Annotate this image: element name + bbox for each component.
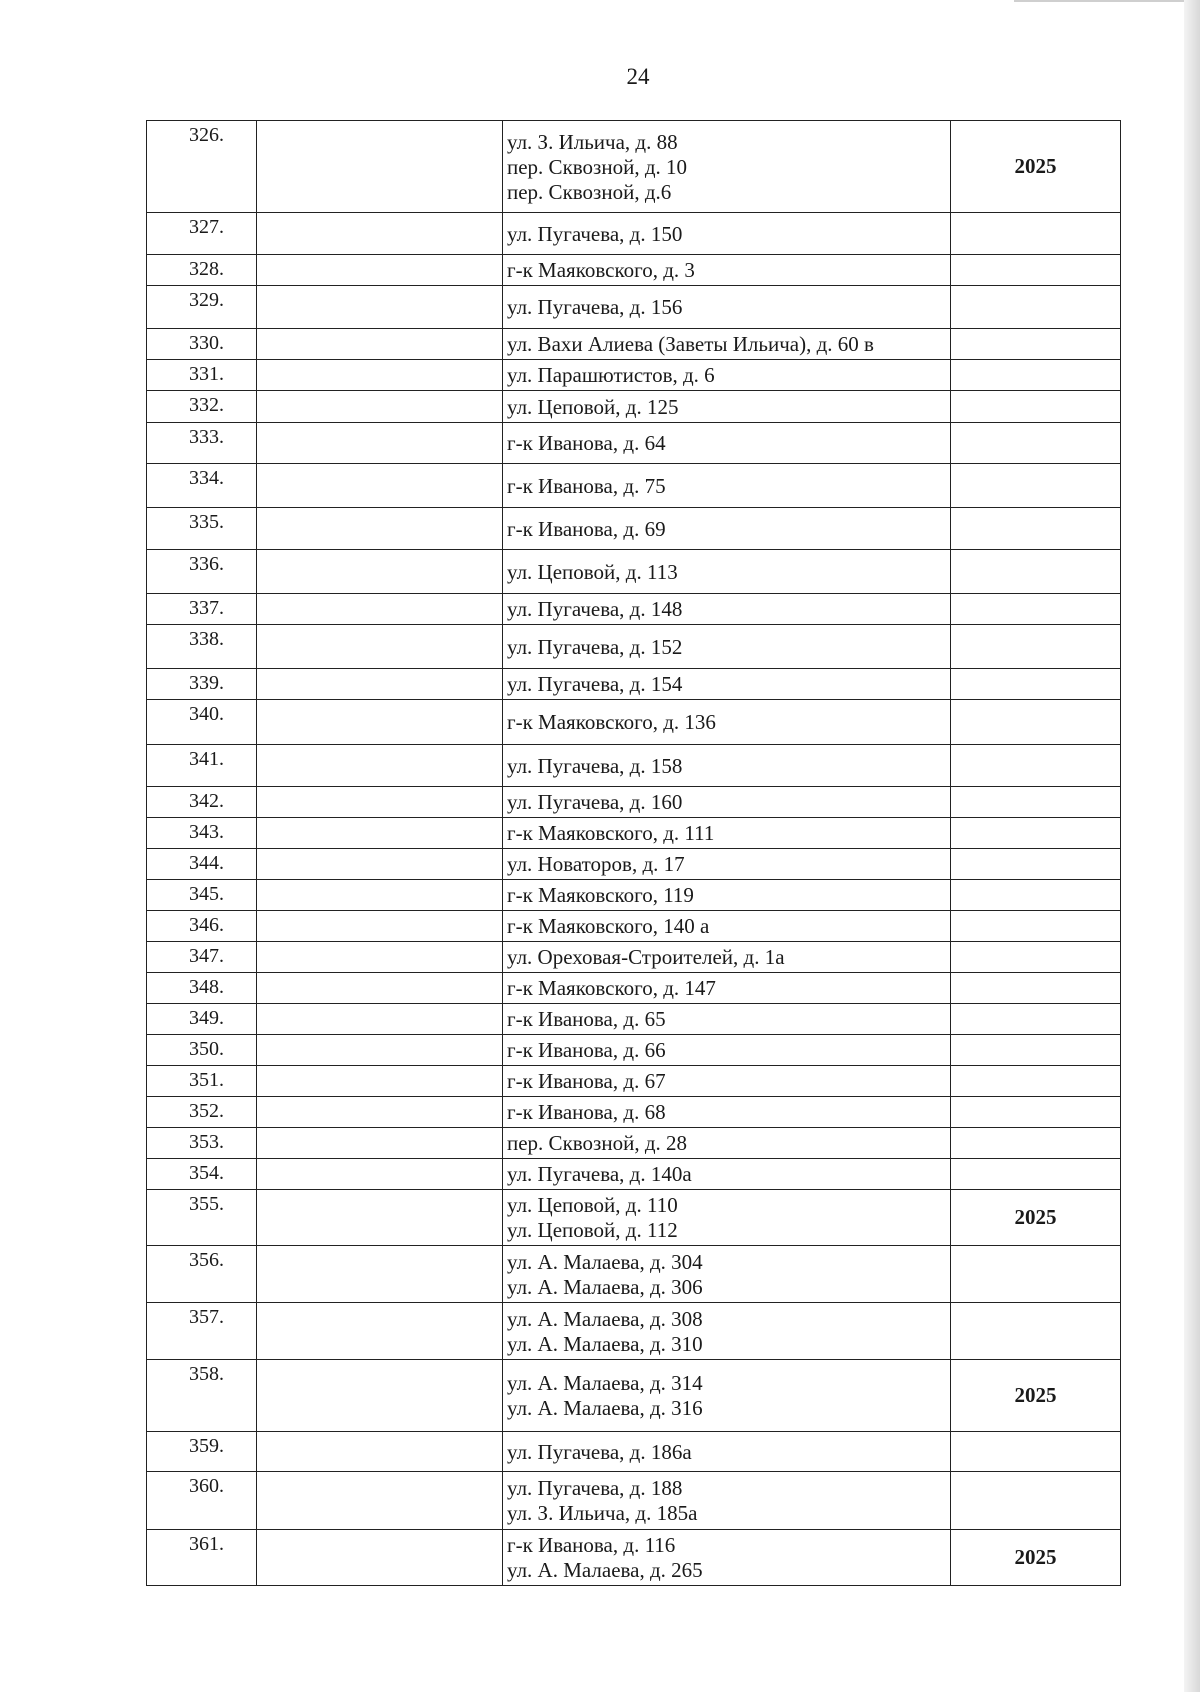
row-number: 361. <box>147 1530 257 1586</box>
address-cell <box>503 1303 951 1360</box>
year-cell <box>951 329 1121 360</box>
year-cell <box>951 1097 1121 1128</box>
empty-cell <box>257 911 503 942</box>
table-row <box>147 669 1121 700</box>
address-line: ул. Пугачева, д. 156 <box>507 295 683 319</box>
empty-cell <box>257 942 503 973</box>
row-number: 335. <box>147 508 257 550</box>
empty-cell <box>257 391 503 423</box>
year-cell <box>951 213 1121 255</box>
scan-corner-line <box>1014 0 1184 2</box>
table-row <box>147 1097 1121 1128</box>
empty-cell <box>257 255 503 286</box>
address-cell <box>503 973 951 1004</box>
address-cell <box>503 213 951 255</box>
row-number: 343. <box>147 818 257 849</box>
empty-cell <box>257 1303 503 1360</box>
table-row <box>147 1004 1121 1035</box>
empty-cell <box>257 213 503 255</box>
table-row <box>147 121 1121 213</box>
table-row <box>147 1303 1121 1360</box>
row-number: 354. <box>147 1159 257 1190</box>
table-row <box>147 849 1121 880</box>
address-line: ул. Пугачева, д. 188 <box>507 1476 683 1500</box>
year-cell <box>951 594 1121 625</box>
address-line: ул. Парашютистов, д. 6 <box>507 363 715 387</box>
table-row <box>147 745 1121 787</box>
empty-cell <box>257 669 503 700</box>
address-cell <box>503 594 951 625</box>
row-number: 349. <box>147 1004 257 1035</box>
address-line: г-к Маяковского, д. 147 <box>507 976 716 1000</box>
row-number: 348. <box>147 973 257 1004</box>
table-row <box>147 1159 1121 1190</box>
address-line: ул. Ореховая-Строителей, д. 1а <box>507 945 785 969</box>
address-cell <box>503 550 951 594</box>
address-line: ул. Цеповой, д. 110 <box>507 1193 678 1217</box>
row-number: 360. <box>147 1472 257 1530</box>
table-row <box>147 700 1121 745</box>
address-line: пер. Сквозной, д.6 <box>507 179 672 204</box>
address-cell <box>503 787 951 818</box>
year-cell <box>951 508 1121 550</box>
address-line: г-к Иванова, д. 65 <box>507 1007 666 1031</box>
table-row <box>147 787 1121 818</box>
address-line: ул. Пугачева, д. 160 <box>507 790 683 814</box>
address-line: ул. Вахи Алиева (Заветы Ильича), д. 60 в <box>507 332 874 356</box>
address-line: г-к Маяковского, д. 3 <box>507 258 695 282</box>
empty-cell <box>257 1246 503 1303</box>
row-number: 334. <box>147 464 257 508</box>
row-number: 333. <box>147 423 257 464</box>
address-cell <box>503 745 951 787</box>
table-body <box>147 121 1121 1586</box>
row-number: 329. <box>147 286 257 329</box>
year-cell <box>951 550 1121 594</box>
row-number: 327. <box>147 213 257 255</box>
address-cell <box>503 1066 951 1097</box>
address-line: г-к Иванова, д. 69 <box>507 516 666 541</box>
empty-cell <box>257 1128 503 1159</box>
address-line: г-к Иванова, д. 67 <box>507 1069 666 1093</box>
empty-cell <box>257 880 503 911</box>
address-line: г-к Маяковского, 140 а <box>507 914 710 938</box>
address-table-container <box>146 120 1120 1586</box>
row-number: 328. <box>147 255 257 286</box>
address-cell <box>503 818 951 849</box>
table-row <box>147 391 1121 423</box>
address-cell <box>503 464 951 508</box>
table-row <box>147 423 1121 464</box>
empty-cell <box>257 121 503 213</box>
address-cell <box>503 329 951 360</box>
address-line: ул. Пугачева, д. 186а <box>507 1439 692 1464</box>
empty-cell <box>257 360 503 391</box>
address-line: г-к Маяковского, д. 136 <box>507 710 716 734</box>
year-cell <box>951 942 1121 973</box>
empty-cell <box>257 625 503 669</box>
row-number: 326. <box>147 121 257 213</box>
address-line: ул. Цеповой, д. 113 <box>507 559 678 584</box>
year-cell <box>951 787 1121 818</box>
address-line: ул. Пугачева, д. 140а <box>507 1162 692 1186</box>
year-cell <box>951 391 1121 423</box>
address-line: ул. Цеповой, д. 112 <box>507 1218 678 1242</box>
table-row <box>147 329 1121 360</box>
year-cell <box>951 1246 1121 1303</box>
table-row <box>147 880 1121 911</box>
year-cell: 2025 <box>951 1530 1121 1586</box>
address-cell <box>503 121 951 213</box>
address-cell <box>503 1159 951 1190</box>
address-line: ул. Пугачева, д. 150 <box>507 221 683 246</box>
empty-cell <box>257 464 503 508</box>
row-number: 338. <box>147 625 257 669</box>
empty-cell <box>257 286 503 329</box>
empty-cell <box>257 849 503 880</box>
table-row <box>147 464 1121 508</box>
address-cell <box>503 911 951 942</box>
empty-cell <box>257 700 503 745</box>
table-row <box>147 286 1121 329</box>
address-cell <box>503 669 951 700</box>
address-cell <box>503 625 951 669</box>
year-cell <box>951 1472 1121 1530</box>
address-line: г-к Иванова, д. 116 <box>507 1533 676 1557</box>
address-cell <box>503 1035 951 1066</box>
row-number: 352. <box>147 1097 257 1128</box>
address-line: ул. А. Малаева, д. 265 <box>507 1558 703 1582</box>
year-cell <box>951 880 1121 911</box>
table-row <box>147 911 1121 942</box>
empty-cell <box>257 1432 503 1472</box>
year-cell: 2025 <box>951 121 1121 213</box>
empty-cell <box>257 1472 503 1530</box>
row-number: 337. <box>147 594 257 625</box>
row-number: 342. <box>147 787 257 818</box>
address-cell <box>503 255 951 286</box>
year-cell <box>951 700 1121 745</box>
address-line: г-к Иванова, д. 64 <box>507 431 666 455</box>
address-cell <box>503 1246 951 1303</box>
address-cell <box>503 1472 951 1530</box>
empty-cell <box>257 745 503 787</box>
row-number: 350. <box>147 1035 257 1066</box>
empty-cell <box>257 1066 503 1097</box>
address-line: ул. А. Малаева, д. 314 <box>507 1371 703 1395</box>
table-row <box>147 1432 1121 1472</box>
address-line: ул. А. Малаева, д. 310 <box>507 1331 703 1356</box>
page-edge-shadow <box>1184 0 1200 1692</box>
empty-cell <box>257 973 503 1004</box>
address-cell <box>503 1190 951 1246</box>
table-row <box>147 594 1121 625</box>
address-line: ул. Пугачева, д. 148 <box>507 597 683 621</box>
address-cell <box>503 1360 951 1432</box>
empty-cell <box>257 550 503 594</box>
row-number: 355. <box>147 1190 257 1246</box>
row-number: 357. <box>147 1303 257 1360</box>
table-row <box>147 1246 1121 1303</box>
empty-cell <box>257 1004 503 1035</box>
address-cell <box>503 391 951 423</box>
address-cell <box>503 1530 951 1586</box>
address-cell <box>503 423 951 464</box>
address-cell <box>503 508 951 550</box>
table-row <box>147 625 1121 669</box>
address-line: ул. З. Ильича, д. 185а <box>507 1501 698 1525</box>
address-line: ул. Новаторов, д. 17 <box>507 852 685 876</box>
row-number: 336. <box>147 550 257 594</box>
year-cell <box>951 1004 1121 1035</box>
address-line: г-к Иванова, д. 75 <box>507 473 666 498</box>
address-cell <box>503 286 951 329</box>
year-cell <box>951 625 1121 669</box>
empty-cell <box>257 787 503 818</box>
row-number: 356. <box>147 1246 257 1303</box>
table-row <box>147 1066 1121 1097</box>
row-number: 330. <box>147 329 257 360</box>
address-cell <box>503 1004 951 1035</box>
address-line: г-к Иванова, д. 66 <box>507 1038 666 1062</box>
address-cell <box>503 1097 951 1128</box>
empty-cell <box>257 1360 503 1432</box>
table-row <box>147 1530 1121 1586</box>
year-cell <box>951 849 1121 880</box>
row-number: 331. <box>147 360 257 391</box>
year-cell <box>951 423 1121 464</box>
year-cell <box>951 464 1121 508</box>
address-cell <box>503 1128 951 1159</box>
table-row <box>147 1035 1121 1066</box>
empty-cell <box>257 423 503 464</box>
table-row <box>147 508 1121 550</box>
table-row <box>147 360 1121 391</box>
year-cell <box>951 818 1121 849</box>
empty-cell <box>257 594 503 625</box>
year-cell <box>951 1128 1121 1159</box>
address-line: ул. А. Малаева, д. 306 <box>507 1274 703 1299</box>
row-number: 344. <box>147 849 257 880</box>
year-cell <box>951 669 1121 700</box>
year-cell <box>951 286 1121 329</box>
table-row <box>147 1472 1121 1530</box>
table-row <box>147 1128 1121 1159</box>
row-number: 340. <box>147 700 257 745</box>
row-number: 346. <box>147 911 257 942</box>
address-line: ул. З. Ильича, д. 88 <box>507 129 678 154</box>
table-row <box>147 818 1121 849</box>
year-cell: 2025 <box>951 1190 1121 1246</box>
address-line: г-к Маяковского, д. 111 <box>507 821 715 845</box>
address-line: ул. Пугачева, д. 154 <box>507 672 683 696</box>
row-number: 347. <box>147 942 257 973</box>
table-row <box>147 255 1121 286</box>
address-cell <box>503 700 951 745</box>
year-cell: 2025 <box>951 1360 1121 1432</box>
table-row <box>147 550 1121 594</box>
table-row <box>147 1190 1121 1246</box>
address-line: пер. Сквозной, д. 10 <box>507 154 687 179</box>
address-cell <box>503 360 951 391</box>
address-line: ул. Пугачева, д. 158 <box>507 753 683 778</box>
year-cell <box>951 911 1121 942</box>
address-line: ул. А. Малаева, д. 316 <box>507 1396 703 1420</box>
year-cell <box>951 1432 1121 1472</box>
row-number: 359. <box>147 1432 257 1472</box>
empty-cell <box>257 508 503 550</box>
year-cell <box>951 1035 1121 1066</box>
address-table <box>146 120 1121 1586</box>
empty-cell <box>257 1097 503 1128</box>
year-cell <box>951 973 1121 1004</box>
address-line: г-к Маяковского, 119 <box>507 883 694 907</box>
empty-cell <box>257 1190 503 1246</box>
table-row <box>147 973 1121 1004</box>
year-cell <box>951 1303 1121 1360</box>
address-line: ул. А. Малаева, д. 308 <box>507 1306 703 1331</box>
empty-cell <box>257 1159 503 1190</box>
row-number: 341. <box>147 745 257 787</box>
address-line: пер. Сквозной, д. 28 <box>507 1131 687 1155</box>
address-cell <box>503 942 951 973</box>
address-cell <box>503 849 951 880</box>
row-number: 351. <box>147 1066 257 1097</box>
address-line: ул. А. Малаева, д. 304 <box>507 1249 703 1274</box>
year-cell <box>951 255 1121 286</box>
row-number: 332. <box>147 391 257 423</box>
address-line: ул. Цеповой, д. 125 <box>507 394 679 419</box>
address-line: г-к Иванова, д. 68 <box>507 1100 666 1124</box>
table-row <box>147 213 1121 255</box>
empty-cell <box>257 329 503 360</box>
year-cell <box>951 745 1121 787</box>
address-cell <box>503 1432 951 1472</box>
row-number: 353. <box>147 1128 257 1159</box>
row-number: 339. <box>147 669 257 700</box>
row-number: 345. <box>147 880 257 911</box>
row-number: 358. <box>147 1360 257 1432</box>
year-cell <box>951 1066 1121 1097</box>
page-number: 24 <box>626 64 650 89</box>
year-cell <box>951 360 1121 391</box>
address-cell <box>503 880 951 911</box>
year-cell <box>951 1159 1121 1190</box>
empty-cell <box>257 1530 503 1586</box>
address-line: ул. Пугачева, д. 152 <box>507 634 683 659</box>
empty-cell <box>257 818 503 849</box>
table-row <box>147 942 1121 973</box>
table-row <box>147 1360 1121 1432</box>
empty-cell <box>257 1035 503 1066</box>
